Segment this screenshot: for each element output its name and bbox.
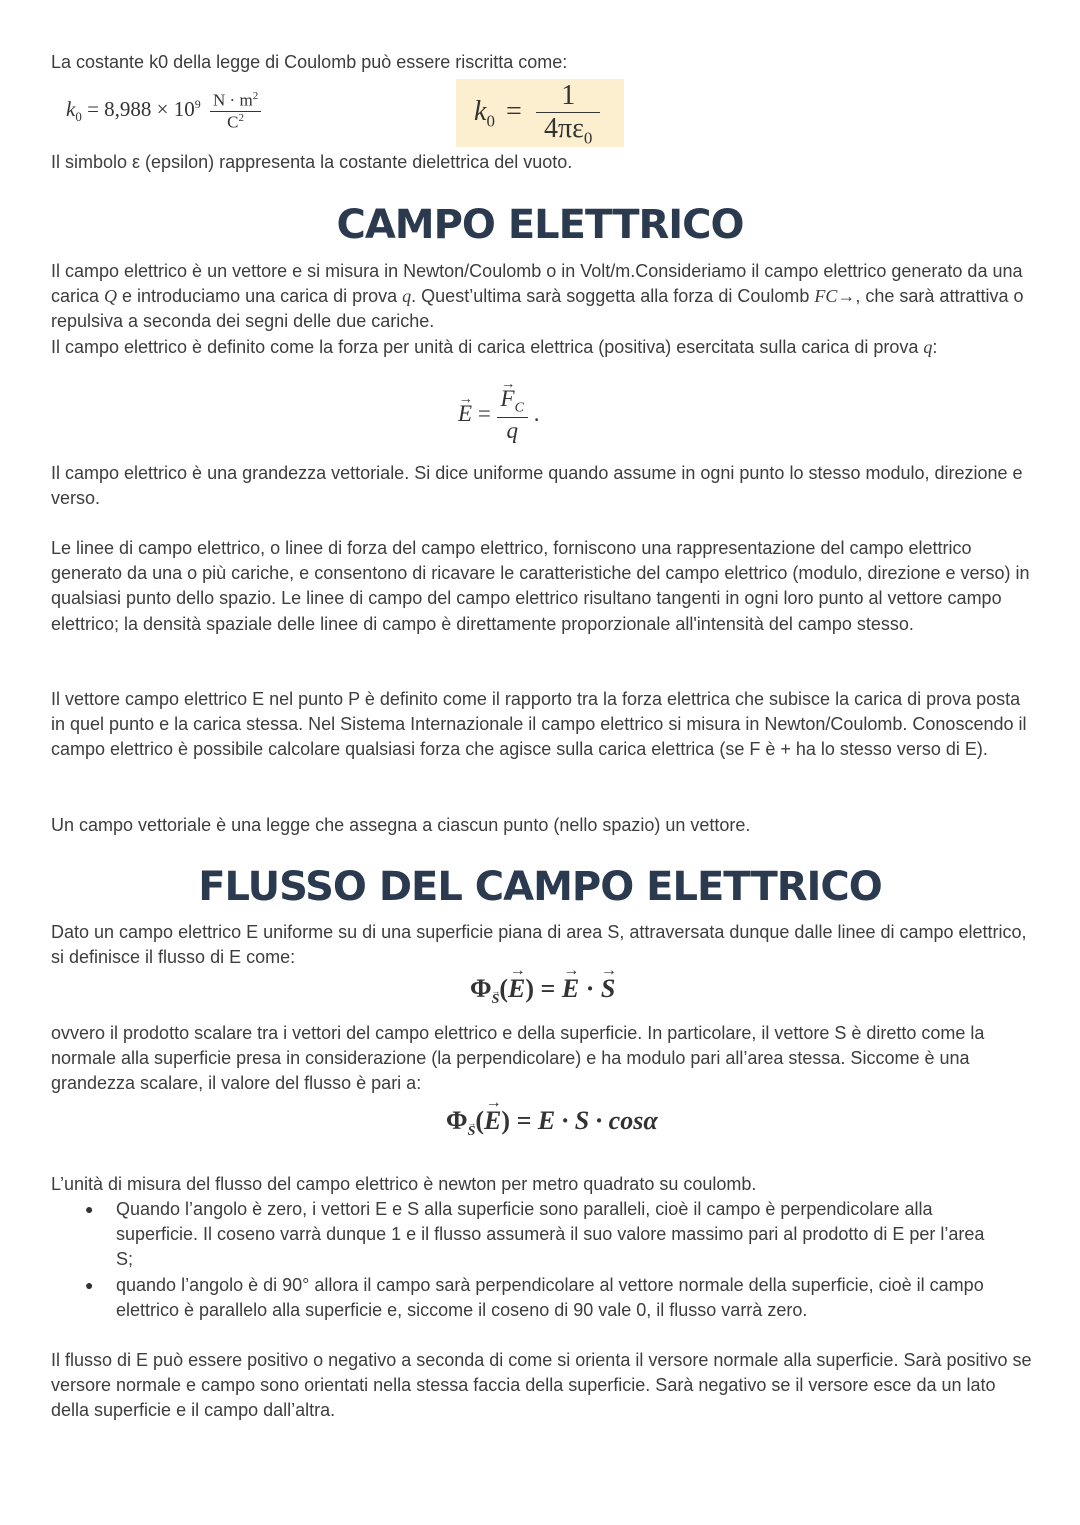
paragraph-vector-field: Un campo vettoriale è una legge che assegna a ciascun punto (nello spazio) un vettore.	[51, 815, 751, 835]
paragraph-campo-force-unit: Il campo elettrico è definito come la forza per unità di carica elettrica (positiva) esercitata sulla carica di prova q:	[51, 337, 938, 357]
paragraph-flux-unit: L’unità di misura del flusso del campo elettrico è newton per metro quadrato su coulomb.	[51, 1174, 757, 1194]
paragraph-field-lines: Le linee di campo elettrico, o linee di forza del campo elettrico, forniscono una rappresentazione del campo elettrico generato da una o più cariche, e consentono di ricavare le caratteristiche del campo elettrico (modulo, direzione e verso) in qualsiasi punto dello spazio. Le linee di campo del campo elettrico risultano tangenti in ogni loro punto al vettore campo elettrico; la densità spaziale delle linee di campo è direttamente proporzionale all'intensità del campo stesso.	[51, 538, 1030, 634]
equation-flux-cosine: Φ→ $_S$(→ E) = E · S · cosα	[446, 1106, 658, 1140]
section-title-flusso: FLUSSO DEL CAMPO ELETTRICO	[198, 864, 882, 910]
paragraph-vector-quantity: Il campo elettrico è una grandezza vettoriale. Si dice uniforme quando assume in ogni punto lo stesso modulo, direzione e verso.	[51, 463, 1023, 509]
paragraph-flux-definition: Dato un campo elettrico E uniforme su di una superficie piana di area S, attraversata dunque dalle linee di campo elettrico, si definisce il flusso di E come:	[51, 922, 1027, 968]
k0-value-equation: $k_0 = 8,988 \times 10^9$ $\frac{N \cdot m^2}{C^2}$	[66, 90, 261, 132]
list-item: Quando l’angolo è zero, i vettori E e S alla superficie sono paralleli, cioè il campo è perpendicolare alla superficie. Il coseno varrà dunque 1 e il flusso assumerà il suo valore massimo pari al prodotto di E per l’area S;	[116, 1199, 985, 1270]
paragraph-scalar-product: ovvero il prodotto scalare tra i vettori del campo elettrico e della superficie. In particolare, il vettore S è diretto come la normale alla superficie presa in considerazione (la perpendicolare) e ha modulo pari all’area stessa. Siccome è una grandezza scalare, il valore del flusso è pari a:	[51, 1023, 985, 1094]
bullet-marker: ●	[85, 1277, 94, 1293]
bullet-marker: ●	[85, 1201, 94, 1217]
epsilon-note: Il simbolo ε (epsilon) rappresenta la costante dielettrica del vuoto.	[51, 152, 573, 172]
k0-unit-fraction: $\frac{N \cdot m^2}{C^2}$	[210, 90, 261, 132]
section-title-campo-elettrico: CAMPO ELETTRICO	[336, 202, 744, 248]
equation-flux-dot-product: Φ→ $_S$(→ E) = → E · → S	[470, 974, 615, 1008]
intro-text: La costante k0 della legge di Coulomb può essere riscritta come:	[51, 52, 568, 72]
k0-fraction: $\frac{1}{4\pi\varepsilon_0}$	[536, 80, 600, 149]
paragraph-flux-sign: Il flusso di E può essere positivo o negativo a seconda di come si orienta il versore normale alla superficie. Sarà positivo se versore normale e campo sono orientati nella stessa faccia della superficie. Sarà negativo se il versore esce da un lato della superficie e il campo dall’altra.	[51, 1350, 1032, 1421]
paragraph-field-vector: Il vettore campo elettrico E nel punto P è definito come il rapporto tra la forza elettrica che subisce la carica di prova posta in quel punto e la carica stessa. Nel Sistema Internazionale il campo elettrico si misura in Newton/Coulomb. Conoscendo il campo elettrico è possibile calcolare qualsiasi forza che agisce sulla carica elettrica (se F è + ha lo stesso verso di E).	[51, 689, 1027, 760]
paragraph-campo-definition: Il campo elettrico è un vettore e si misura in Newton/Coulomb o in Volt/m.Consideriamo il campo elettrico generato da una carica Q e introduciamo una carica di prova q. Quest’ultima sarà soggetta alla forza di Coulomb FC→, che sarà attrattiva o repulsiva a seconda dei segni delle due cariche.	[51, 261, 1024, 332]
k0-formula-highlight: $k_0$ = $\frac{1}{4\pi\varepsilon_0}$	[456, 79, 624, 147]
list-item: quando l’angolo è di 90° allora il campo sarà perpendicolare al vettore normale della superficie, cioè il campo elettrico è parallelo alla superficie e, siccome il coseno di 90 vale 0, il flusso varrà zero.	[116, 1275, 984, 1321]
equation-electric-field: → E = → $\frac{F_C}{q}$ .	[458, 384, 539, 444]
equation-electric-field-fraction: → $\frac{F_C}{q}$	[497, 384, 528, 444]
